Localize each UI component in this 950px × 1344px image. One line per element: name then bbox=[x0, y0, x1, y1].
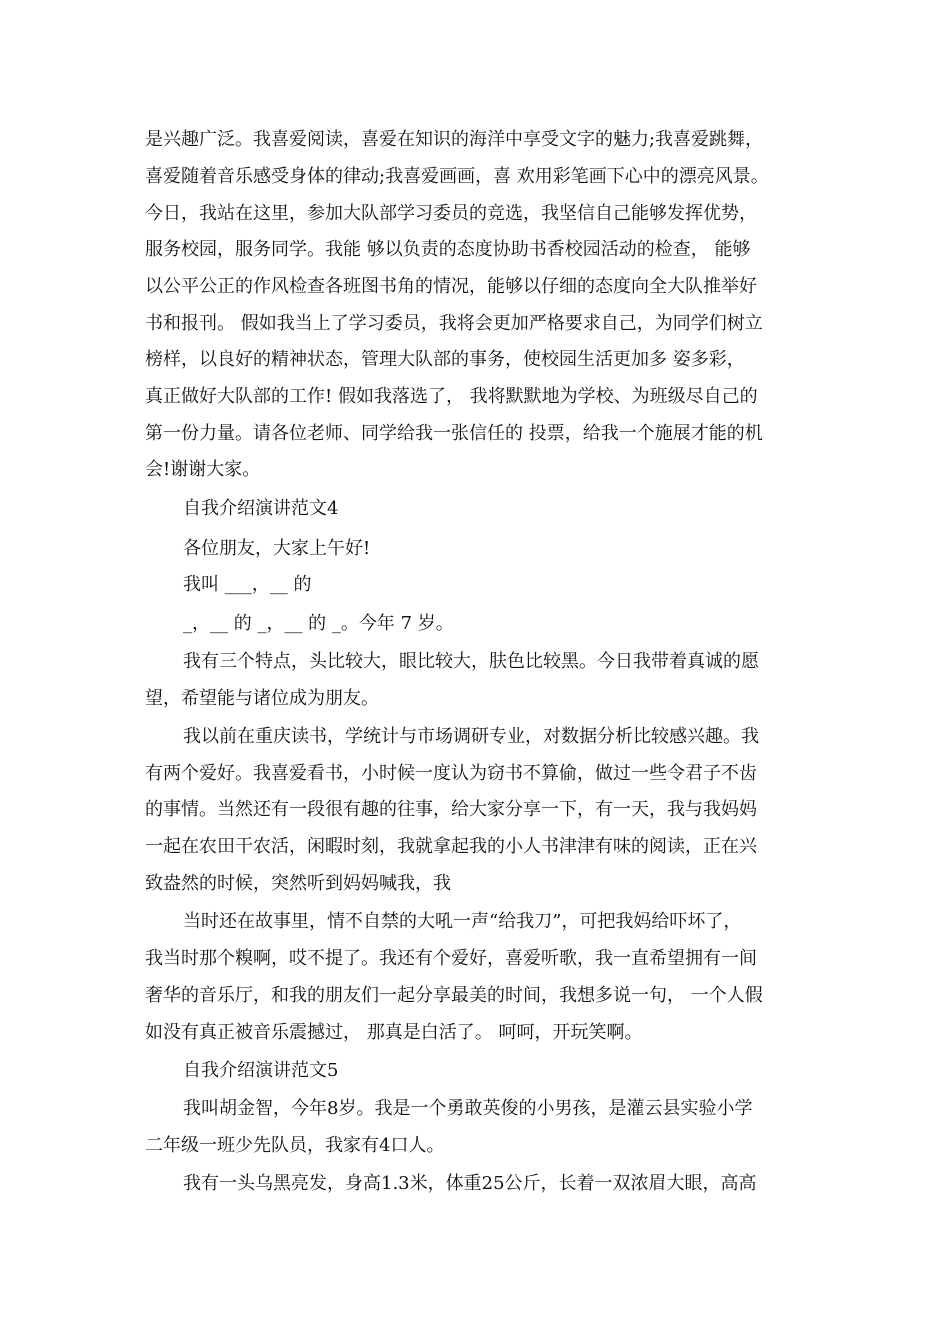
text-line: 我当时那个糗啊，哎不提了。我还有个爱好，喜爱听歌，我一直希望拥有一间 bbox=[145, 948, 757, 969]
text-line: 致盎然的时候，突然听到妈妈喊我，我 bbox=[145, 873, 451, 894]
text-line: 奢华的音乐厅，和我的朋友们一起分享最美的时间，我想多说一句， 一个人假 bbox=[145, 985, 763, 1006]
text-line: 的事情。当然还有一段很有趣的往事，给大家分享一下，有一天，我与我妈妈 bbox=[145, 799, 757, 820]
text-line: _，__ 的 _，__ 的 _。今年 7 岁。 bbox=[183, 613, 454, 634]
text-line: 服务校园，服务同学。我能 够以负责的态度协助书香校园活动的检查， 能够 bbox=[145, 239, 751, 260]
text-line: 有两个爱好。我喜爱看书，小时候一度认为窃书不算偷，做过一些令君子不齿 bbox=[145, 763, 757, 784]
section-heading: 自我介绍演讲范文5 bbox=[183, 1060, 339, 1081]
section-heading: 自我介绍演讲范文4 bbox=[183, 498, 339, 519]
text-line: 是兴趣广泛。我喜爱阅读，喜爱在知识的海洋中享受文字的魅力;我喜爱跳舞， bbox=[145, 129, 764, 150]
text-line: 我叫胡金智，今年8岁。我是一个勇敢英俊的小男孩，是灌云县实验小学 bbox=[183, 1098, 753, 1119]
text-line: 第一份力量。请各位老师、同学给我一张信任的 投票，给我一个施展才能的机 bbox=[145, 423, 763, 444]
text-line: 会!谢谢大家。 bbox=[145, 459, 261, 480]
text-line: 今日，我站在这里，参加大队部学习委员的竞选，我坚信自己能够发挥优势， bbox=[145, 203, 757, 224]
text-line: 我有三个特点，头比较大，眼比较大，肤色比较黑。今日我带着真诚的愿 bbox=[183, 651, 759, 672]
text-line: 书和报刊。 假如我当上了学习委员，我将会更加严格要求自己，为同学们树立 bbox=[145, 313, 763, 334]
text-line: 榜样，以良好的精神状态，管理大队部的事务，使校园生活更加多 姿多彩， bbox=[145, 349, 745, 370]
text-line: 一起在农田干农活，闲暇时刻，我就拿起我的小人书津津有味的阅读，正在兴 bbox=[145, 836, 757, 857]
text-line: 二年级一班少先队员，我家有4口人。 bbox=[145, 1135, 445, 1156]
text-line: 如没有真正被音乐震撼过， 那真是白活了。 呵呵，开玩笑啊。 bbox=[145, 1022, 643, 1043]
text-line: 当时还在故事里，情不自禁的大吼一声“给我刀”，可把我妈给吓坏了， bbox=[183, 911, 742, 932]
text-line: 望，希望能与诸位成为朋友。 bbox=[145, 688, 379, 709]
text-line: 喜爱随着音乐感受身体的律动;我喜爱画画，喜 欢用彩笔画下心中的漂亮风景。 bbox=[145, 166, 769, 187]
text-line: 我叫 ___，__ 的 bbox=[183, 574, 312, 595]
text-line: 各位朋友，大家上午好! bbox=[183, 538, 371, 559]
text-line: 我有一头乌黑亮发，身高1.3米，体重25公斤，长着一双浓眉大眼，高高 bbox=[183, 1173, 757, 1194]
text-line: 我以前在重庆读书，学统计与市场调研专业，对数据分析比较感兴趣。我 bbox=[183, 726, 759, 747]
text-line: 以公平公正的作风检查各班图书角的情况，能够以仔细的态度向全大队推举好 bbox=[145, 276, 757, 297]
text-line: 真正做好大队部的工作! 假如我落选了， 我将默默地为学校、为班级尽自己的 bbox=[145, 386, 758, 407]
